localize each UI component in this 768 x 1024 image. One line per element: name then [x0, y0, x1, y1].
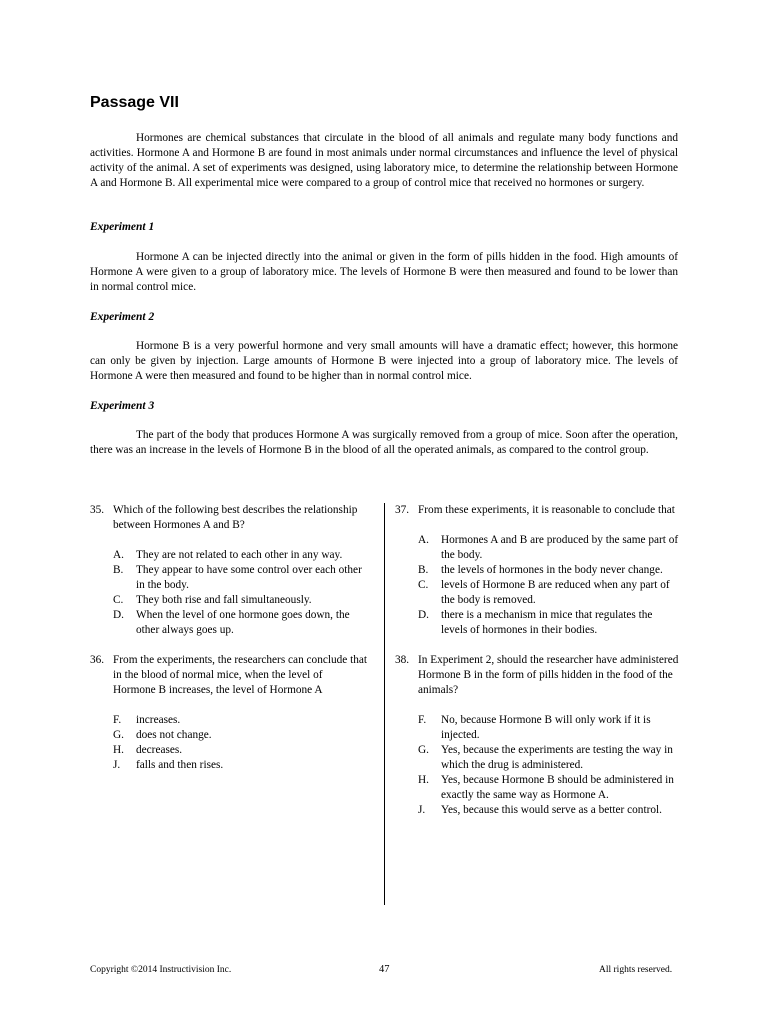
question-36 [90, 653, 368, 773]
answer-option-f[interactable]: F. No, because Hormone B will only work if it is injected. [418, 714, 651, 741]
right-column [395, 503, 680, 818]
answer-option-g[interactable]: G. does not change. [113, 729, 212, 741]
answer-option-h[interactable]: H. decreases. [113, 744, 183, 756]
answer-option-c[interactable]: C. They both rise and fall simultaneously. [113, 594, 312, 606]
question-stem: Which of the following best describes the relationship between Hormones A and B? [113, 504, 358, 531]
answer-option-h[interactable]: H. Yes, because Hormone B should be administered in exactly the same way as Hormone A. [418, 774, 674, 801]
footer-rights: All rights reserved. [599, 965, 673, 975]
experiment-1-heading: Experiment 1 [90, 221, 155, 233]
question-35 [90, 503, 368, 638]
question-number: 35. [90, 504, 105, 516]
column-divider [384, 503, 385, 905]
question-37 [395, 503, 680, 638]
passage-title: Passage VII [90, 94, 179, 111]
answer-option-d[interactable]: D. When the level of one hormone goes down, the other always goes up. [113, 609, 350, 636]
footer-copyright: Copyright ©2014 Instructivision Inc. [90, 965, 232, 975]
experiment-3-text: The part of the body that produces Hormone A was surgically removed from a group of mice. Soon after the operation, there was an increase in the levels of Hormone B in the blood of all the operated animals, as compared to the control group. [90, 429, 678, 456]
question-38 [395, 653, 680, 818]
answer-option-j[interactable]: J. falls and then rises. [113, 759, 224, 771]
experiment-2-text: Hormone B is a very powerful hormone and very small amounts will have a dramatic effect; however, this hormone can only be given by injection. Large amounts of Hormone B were injected into a group of laboratory mice. The levels of Hormone A were then measured and found to be higher than in normal control mice. [90, 340, 678, 382]
question-number: 37. [395, 504, 410, 516]
question-number: 38. [395, 654, 410, 666]
intro-paragraph: Hormones are chemical substances that circulate in the blood of all animals and regulate many body functions and activities. Hormone A and Hormone B are found in most animals under normal circumstances and influence the level of physical activity of the animal. A set of experiments was designed, using laboratory mice, to determine the relationship between Hormone A and Hormone B. All experimental mice were compared to a group of control mice that received no hormones or surgery. [90, 132, 678, 189]
experiment-3-heading: Experiment 3 [90, 400, 155, 412]
left-column [90, 503, 368, 773]
answer-option-c[interactable]: C. levels of Hormone B are reduced when any part of the body is removed. [418, 579, 670, 606]
question-stem: From these experiments, it is reasonable to conclude that [418, 504, 675, 516]
experiment-1-text: Hormone A can be injected directly into the animal or given in the form of pills hidden in the food. High amounts of Hormone A were given to a group of laboratory mice. The levels of Hormone B were then measured and found to be lower than in normal control mice. [90, 251, 678, 293]
answer-option-b[interactable]: B. They appear to have some control over each other in the body. [113, 564, 362, 591]
experiment-2-heading: Experiment 2 [90, 311, 155, 323]
question-stem: From the experiments, the researchers can conclude that in the blood of normal mice, when the level of Hormone B increases, the level of Hormone A [113, 654, 368, 696]
answer-option-f[interactable]: F. increases. [113, 714, 181, 726]
question-stem: In Experiment 2, should the researcher have administered Hormone B in the form of pills hidden in the food of the animals? [418, 654, 679, 696]
answer-option-a[interactable]: A. Hormones A and B are produced by the same part of the body. [418, 534, 679, 561]
answer-option-b[interactable]: B. the levels of hormones in the body never change. [418, 564, 663, 576]
question-number: 36. [90, 654, 105, 666]
answer-option-g[interactable]: G. Yes, because the experiments are testing the way in which the drug is administered. [418, 744, 673, 771]
answer-option-j[interactable]: J. Yes, because this would serve as a better control. [418, 804, 662, 816]
answer-option-a[interactable]: A. They are not related to each other in any way. [113, 549, 343, 561]
answer-option-d[interactable]: D. there is a mechanism in mice that regulates the levels of hormones in their bodies. [418, 609, 653, 636]
page-number: 47 [379, 964, 390, 975]
